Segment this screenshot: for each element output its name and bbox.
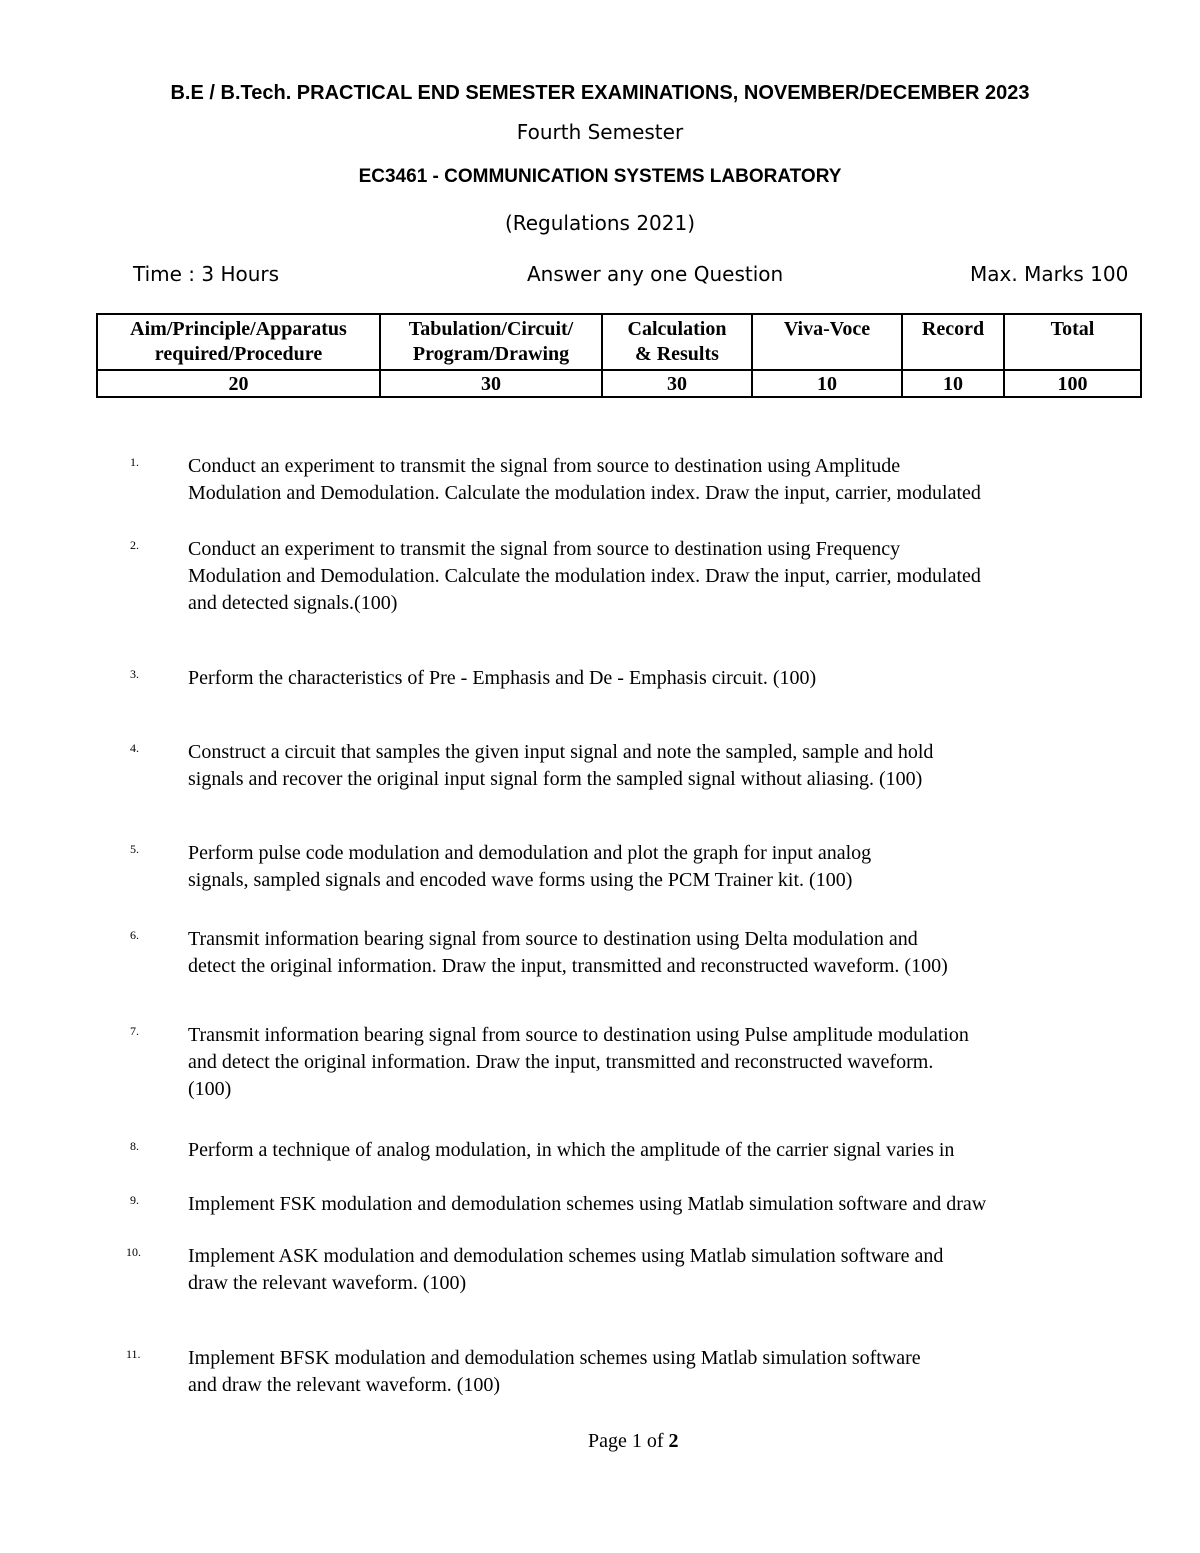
semester-label: Fourth Semester [516, 120, 684, 144]
regulations-label: (Regulations 2021) [504, 211, 696, 235]
table-row [97, 370, 1141, 397]
question-text: Perform pulse code modulation and demodulation and plot the graph for input analog signals, sampled signals and encoded wave forms using the PCM Trainer kit. (100) [188, 842, 872, 891]
question-number: 11. [126, 1347, 141, 1361]
question-number: 1. [130, 455, 139, 469]
question-number: 6. [130, 928, 139, 942]
question-number: 3. [130, 667, 139, 681]
question-text: Implement BFSK modulation and demodulation schemes using Matlab simulation software and draw the relevant waveform. (100) [188, 1347, 921, 1396]
question-number: 5. [130, 842, 139, 856]
question-number: 2. [130, 538, 139, 552]
page-number: Page 1 of 2 [588, 1430, 679, 1452]
question-text: Perform the characteristics of Pre - Emphasis and De - Emphasis circuit. (100) [188, 667, 817, 689]
table-header-cell: Tabulation/Circuit/ Program/Drawing [380, 314, 602, 370]
table-cell: 10 [902, 370, 1004, 397]
question-text: Transmit information bearing signal from source to destination using Pulse amplitude modulation and detect the original information. Draw the input, transmitted and reconstructed waveform. (100) [188, 1024, 969, 1100]
exam-instruction: Answer any one Question [527, 262, 784, 286]
table-header-cell: Aim/Principle/Apparatus required/Procedure [97, 314, 380, 370]
table-cell: 100 [1004, 370, 1141, 397]
question-number: 7. [130, 1024, 139, 1038]
question-text: Perform a technique of analog modulation, in which the amplitude of the carrier signal varies in [188, 1139, 955, 1161]
marks-distribution-table [96, 313, 1142, 398]
question-number: 10. [126, 1245, 141, 1259]
question-text: Conduct an experiment to transmit the signal from source to destination using Frequency Modulation and Demodulation. Calculate the modulation index. Draw the input, carrier, modulated and detected signals.(100) [188, 538, 981, 614]
exam-duration: Time : 3 Hours [133, 262, 280, 286]
question-text: Transmit information bearing signal from source to destination using Delta modulation and detect the original information. Draw the input, transmitted and reconstructed waveform. (100) [188, 928, 948, 977]
table-header-cell: Calculation & Results [602, 314, 752, 370]
table-header-row [97, 314, 1141, 370]
question-number: 4. [130, 741, 139, 755]
table-cell: 30 [602, 370, 752, 397]
question-text: Implement ASK modulation and demodulation schemes using Matlab simulation software and draw the relevant waveform. (100) [188, 1245, 944, 1294]
table-cell: 20 [97, 370, 380, 397]
max-marks: Max. Marks 100 [970, 262, 1129, 286]
table-header-cell: Viva-Voce [752, 314, 902, 370]
table-cell: 10 [752, 370, 902, 397]
table-header-cell: Record [902, 314, 1004, 370]
table-header-cell: Total [1004, 314, 1141, 370]
question-text: Construct a circuit that samples the given input signal and note the sampled, sample and hold signals and recover the original input signal form the sampled signal without aliasing. (100) [188, 741, 934, 790]
exam-title: B.E / B.Tech. PRACTICAL END SEMESTER EXAMINATIONS, NOVEMBER/DECEMBER 2023 [170, 82, 1030, 104]
course-title: EC3461 - COMMUNICATION SYSTEMS LABORATORY [358, 166, 842, 187]
question-number: 9. [130, 1193, 139, 1207]
question-text: Conduct an experiment to transmit the signal from source to destination using Amplitude Modulation and Demodulation. Calculate the modulation index. Draw the input, carrier, modulated [188, 455, 981, 504]
question-number: 8. [130, 1139, 139, 1153]
table-cell: 30 [380, 370, 602, 397]
question-text: Implement FSK modulation and demodulation schemes using Matlab simulation software and draw [188, 1193, 987, 1215]
